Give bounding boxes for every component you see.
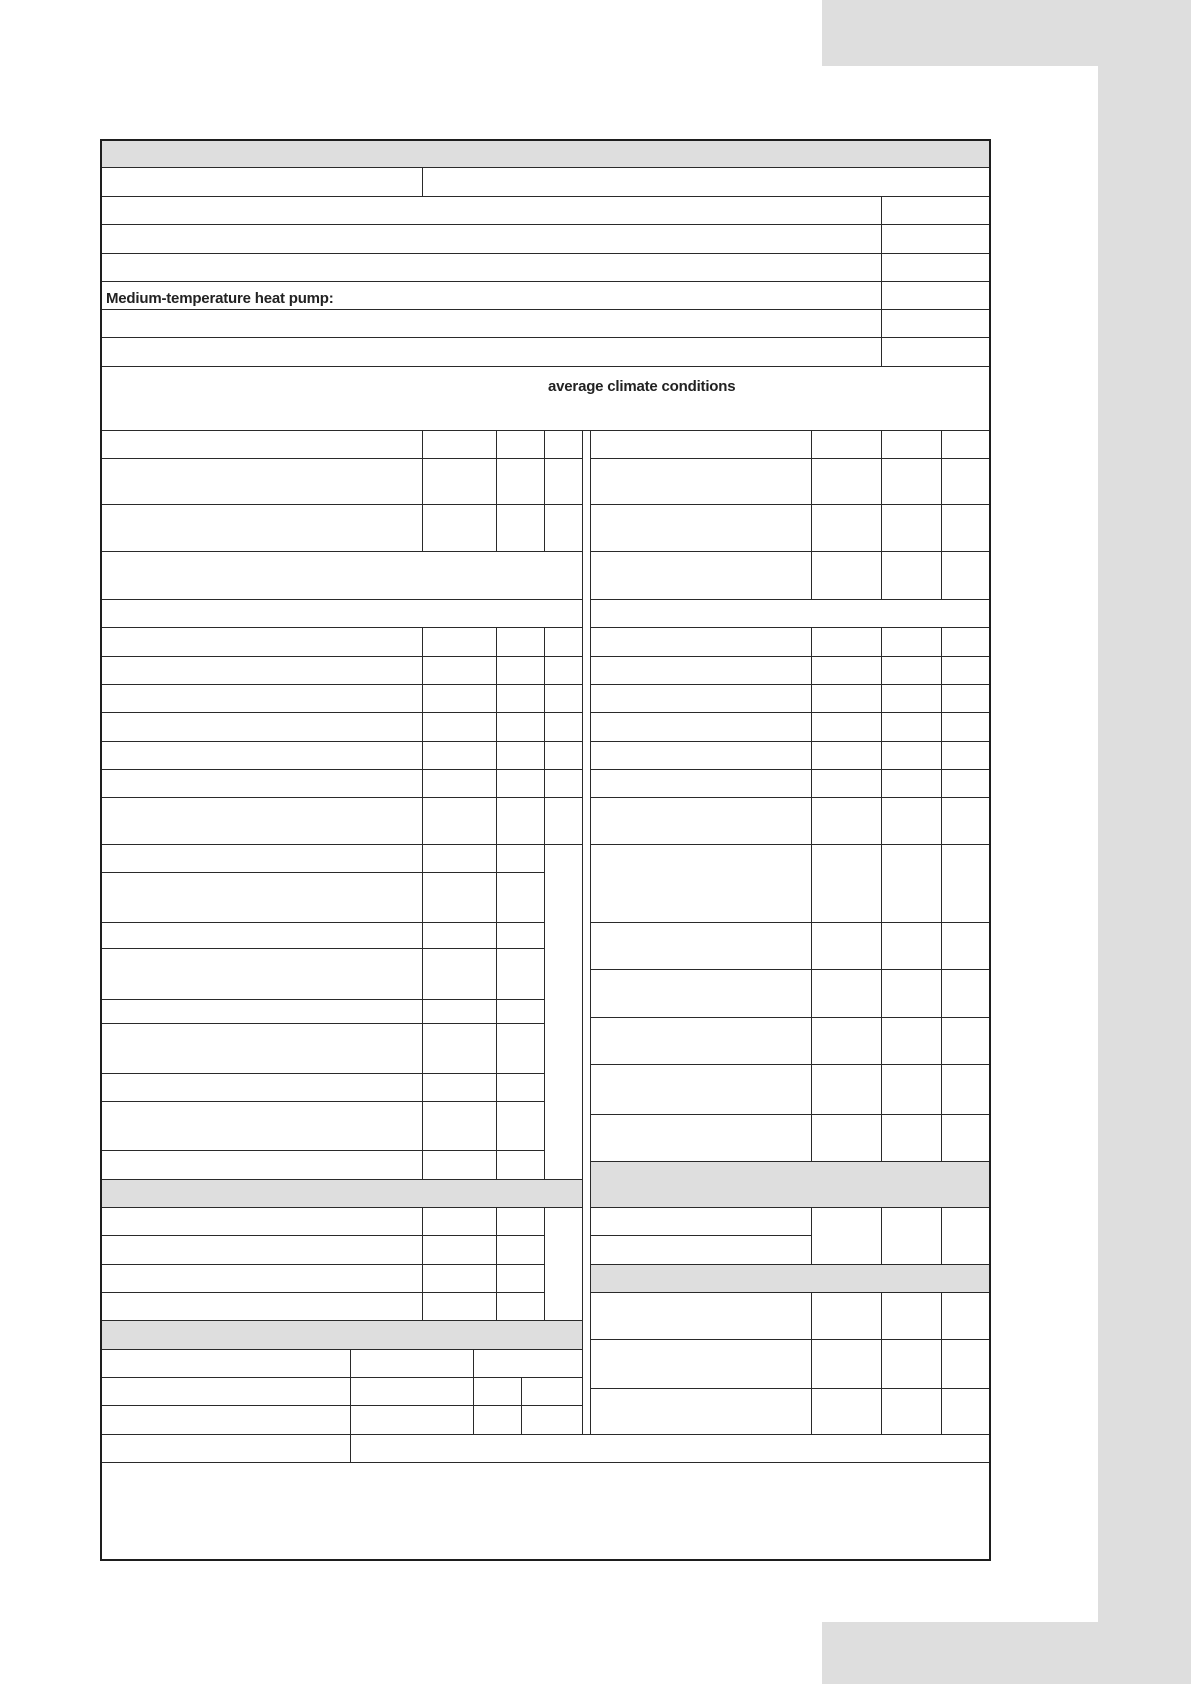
left-table-cell <box>422 1150 497 1180</box>
left-table-cell <box>100 844 423 873</box>
left-table-cell <box>496 684 545 713</box>
left-table-cell <box>422 769 497 798</box>
left-table-cell <box>422 627 497 657</box>
right-table-cell <box>590 1064 812 1115</box>
right-table-cell <box>811 551 882 600</box>
left-table-cell <box>422 712 497 742</box>
left-table-cell <box>100 1349 351 1378</box>
right-table-cell <box>941 458 990 505</box>
left-table-cell <box>422 684 497 713</box>
left-section-band <box>100 1179 583 1208</box>
right-table-cell <box>811 741 882 770</box>
right-section-band <box>590 1161 990 1208</box>
right-table-cell <box>881 430 942 459</box>
right-table-cell <box>811 627 882 657</box>
right-table-cell <box>590 797 812 845</box>
left-table-cell <box>100 769 423 798</box>
left-table-cell <box>422 844 497 873</box>
right-table-cell <box>590 656 812 685</box>
right-table-cell <box>941 1017 990 1065</box>
left-table-cell <box>521 1405 583 1435</box>
right-table-cell <box>811 1292 882 1340</box>
left-table-cell <box>100 948 423 1000</box>
right-table-cell <box>941 1292 990 1340</box>
right-table-cell <box>811 969 882 1018</box>
right-table-cell <box>881 922 942 970</box>
right-table-cell <box>881 1017 942 1065</box>
right-merged-cell <box>590 599 990 628</box>
right-table-cell <box>881 1388 942 1435</box>
right-table-cell <box>590 922 812 970</box>
left-table-cell <box>422 922 497 949</box>
left-table-cell <box>100 999 423 1024</box>
left-table-cell <box>521 1377 583 1406</box>
right-table-cell <box>881 504 942 552</box>
right-table-cell <box>590 684 812 713</box>
right-table-cell <box>811 922 882 970</box>
left-table-cell <box>496 712 545 742</box>
right-table-cell <box>811 1064 882 1115</box>
left-table-cell <box>422 999 497 1024</box>
left-table-cell <box>422 458 497 505</box>
right-table-cell <box>881 551 942 600</box>
left-table-cell <box>422 797 497 845</box>
left-table-cell <box>422 1207 497 1236</box>
left-table-cell <box>422 1292 497 1321</box>
left-table-cell <box>496 627 545 657</box>
heat-pump-type-label: Medium-temperature heat pump: <box>106 290 334 307</box>
right-table-cell <box>811 1207 882 1265</box>
left-table-cell <box>422 430 497 459</box>
right-table-cell <box>881 656 942 685</box>
right-table-cell <box>811 656 882 685</box>
right-table-cell <box>590 430 812 459</box>
left-table-cell <box>100 922 423 949</box>
right-table-cell <box>881 1207 942 1265</box>
value-cell <box>881 196 990 225</box>
left-table-cell <box>544 769 583 798</box>
right-table-cell <box>941 656 990 685</box>
left-merged-cell <box>100 599 583 628</box>
value-cell <box>881 337 990 367</box>
right-table-cell <box>590 1292 812 1340</box>
left-table-cell <box>100 504 423 552</box>
left-table-cell <box>544 712 583 742</box>
left-table-cell <box>100 1405 351 1435</box>
right-table-cell <box>881 627 942 657</box>
right-table-cell <box>941 922 990 970</box>
right-table-cell <box>811 797 882 845</box>
value-cell <box>881 309 990 338</box>
value-cell <box>350 1434 990 1463</box>
left-table-cell <box>544 627 583 657</box>
label-cell <box>100 253 882 282</box>
right-table-cell <box>941 504 990 552</box>
left-table-cell <box>100 458 423 505</box>
left-table-cell <box>496 1235 545 1265</box>
right-table-cell <box>811 712 882 742</box>
right-table-cell <box>590 769 812 798</box>
right-table-cell <box>881 769 942 798</box>
right-table-cell <box>941 712 990 742</box>
right-table-cell <box>881 969 942 1018</box>
right-table-cell <box>941 627 990 657</box>
left-table-cell <box>100 1264 423 1293</box>
value-cell <box>881 224 990 254</box>
left-table-cell <box>100 872 423 923</box>
left-table-cell <box>496 1264 545 1293</box>
left-table-cell <box>473 1405 522 1435</box>
left-table-cell <box>350 1405 474 1435</box>
left-table-cell <box>473 1349 583 1378</box>
right-table-cell <box>590 969 812 1018</box>
left-table-cell <box>350 1377 474 1406</box>
right-table-cell <box>590 844 812 923</box>
label-cell <box>100 1434 351 1463</box>
right-table-cell <box>590 458 812 505</box>
left-table-cell <box>422 1101 497 1151</box>
left-table-cell <box>100 684 423 713</box>
left-table-cell <box>100 1235 423 1265</box>
right-table-cell <box>881 712 942 742</box>
left-table-cell <box>496 844 545 873</box>
right-table-cell <box>590 1017 812 1065</box>
right-table-cell <box>811 684 882 713</box>
left-table-cell <box>496 1292 545 1321</box>
left-table-cell <box>496 1150 545 1180</box>
left-table-cell <box>496 430 545 459</box>
right-table-cell <box>811 1388 882 1435</box>
left-table-cell <box>496 1207 545 1236</box>
right-table-cell <box>941 769 990 798</box>
left-table-cell <box>496 999 545 1024</box>
left-table-cell <box>422 948 497 1000</box>
left-table-cell <box>544 741 583 770</box>
left-table-cell <box>100 656 423 685</box>
label-cell <box>100 167 423 197</box>
right-table-cell <box>590 712 812 742</box>
left-table-cell <box>100 797 423 845</box>
right-table-cell <box>881 741 942 770</box>
right-table-cell <box>590 741 812 770</box>
right-table-cell <box>811 844 882 923</box>
left-table-cell <box>422 656 497 685</box>
label-cell <box>100 337 882 367</box>
right-table-cell <box>941 1388 990 1435</box>
right-table-cell <box>941 551 990 600</box>
right-table-cell <box>881 1339 942 1389</box>
left-section-band <box>100 1320 583 1350</box>
climate-conditions-label: average climate conditions <box>548 378 736 395</box>
left-table-cell <box>496 1101 545 1151</box>
right-table-cell <box>881 1114 942 1162</box>
left-table-cell <box>496 741 545 770</box>
right-table-cell <box>941 1064 990 1115</box>
right-table-cell <box>811 430 882 459</box>
left-table-cell <box>544 430 583 459</box>
left-table-cell <box>100 741 423 770</box>
value-cell <box>881 253 990 282</box>
right-table-cell <box>811 769 882 798</box>
right-table-cell <box>590 1114 812 1162</box>
right-table-cell <box>590 1207 812 1236</box>
left-table-cell <box>422 872 497 923</box>
left-table-cell <box>100 1023 423 1074</box>
right-table-cell <box>941 430 990 459</box>
value-cell <box>422 167 990 197</box>
left-table-cell <box>100 430 423 459</box>
left-table-cell <box>422 1023 497 1074</box>
left-table-cell <box>496 656 545 685</box>
left-table-cell <box>544 797 583 845</box>
right-table-cell <box>590 504 812 552</box>
right-table-cell <box>811 458 882 505</box>
left-table-cell <box>100 1101 423 1151</box>
right-table-cell <box>811 1339 882 1389</box>
right-table-cell <box>881 797 942 845</box>
left-table-cell <box>496 948 545 1000</box>
left-table-cell <box>496 769 545 798</box>
right-table-cell <box>881 844 942 923</box>
left-table-cell <box>496 922 545 949</box>
label-cell <box>100 309 882 338</box>
left-table-cell <box>544 504 583 552</box>
left-table-cell <box>422 1073 497 1102</box>
right-table-cell <box>590 1235 812 1265</box>
right-table-cell <box>881 684 942 713</box>
left-table-cell <box>422 1264 497 1293</box>
left-table-cell <box>496 872 545 923</box>
label-cell <box>100 196 882 225</box>
left-table-cell <box>496 797 545 845</box>
right-table-cell <box>941 1207 990 1265</box>
left-table-cell <box>100 627 423 657</box>
left-table-cell <box>100 1207 423 1236</box>
label-cell <box>100 224 882 254</box>
left-table-cell <box>100 1292 423 1321</box>
right-table-cell <box>881 1064 942 1115</box>
left-table-cell <box>100 1150 423 1180</box>
right-table-cell <box>941 844 990 923</box>
left-table-cell <box>496 1073 545 1102</box>
left-table-cell <box>496 504 545 552</box>
right-section-band <box>590 1264 990 1293</box>
right-table-cell <box>941 1114 990 1162</box>
right-table-cell <box>881 1292 942 1340</box>
left-table-cell <box>496 1023 545 1074</box>
right-table-cell <box>811 504 882 552</box>
right-table-cell <box>590 1388 812 1435</box>
value-cell <box>881 281 990 310</box>
right-table-cell <box>941 1339 990 1389</box>
left-table-cell <box>422 741 497 770</box>
left-table-cell <box>422 1235 497 1265</box>
right-table-cell <box>811 1017 882 1065</box>
left-table-cell <box>544 656 583 685</box>
right-table-cell <box>941 969 990 1018</box>
left-table-cell <box>100 1377 351 1406</box>
notes-cell <box>100 1462 990 1561</box>
left-table-cell <box>496 458 545 505</box>
right-table-cell <box>590 1339 812 1389</box>
left-table-cell <box>544 684 583 713</box>
left-table-cell <box>422 504 497 552</box>
right-table-cell <box>941 741 990 770</box>
right-table-cell <box>941 684 990 713</box>
right-table-cell <box>590 551 812 600</box>
right-table-cell <box>590 627 812 657</box>
left-table-cell <box>100 712 423 742</box>
column-separator <box>582 430 591 1435</box>
left-table-cell <box>350 1349 474 1378</box>
right-table-cell <box>811 1114 882 1162</box>
left-merged-cell <box>100 551 583 600</box>
climate-header-cell <box>100 366 990 431</box>
right-table-cell <box>941 797 990 845</box>
right-table-cell <box>881 458 942 505</box>
left-table-cell <box>473 1377 522 1406</box>
left-table-cell <box>100 1073 423 1102</box>
left-table-cell <box>544 458 583 505</box>
header-band <box>100 139 990 168</box>
